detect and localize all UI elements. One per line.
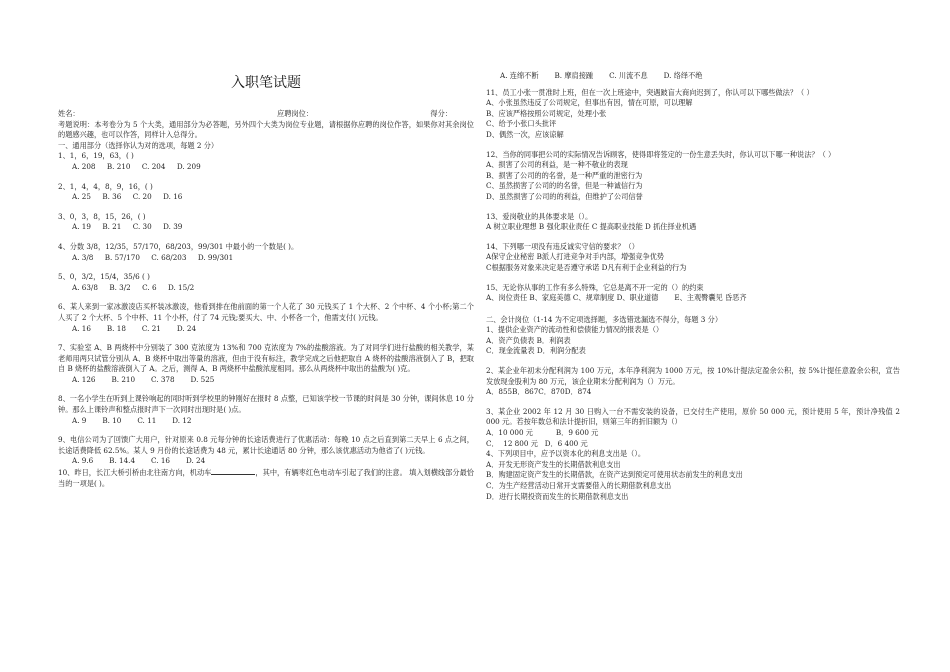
accounting-question-2-options: A．855B．867C．870D．874 [486,387,592,397]
question-2: 2、1，4，4，8，9，16，( ) [58,181,153,191]
score-label: 得分： [430,109,452,118]
position-label: 应聘岗位： [277,109,313,118]
question-10 [58,467,474,489]
question-15-options: A、岗位责任 B、家庭美德 C、规章制度 D、职业道德 E、主观臀囊见 昏恶齐 [486,293,747,303]
candidate-info-bar [58,109,474,120]
question-1: 1、1，6，19，63，( ) [58,151,134,161]
question-12-option-a: A、损害了公司的利益，是一种不敬业的表现 [486,160,628,170]
accounting-question-3-options-ab: A．10 000 元 B．9 600 元 [486,428,599,438]
question-10-part-a: 10、昨日，长江大桥引桥由北往南方向，机动车 [58,468,212,478]
question-8: 8、一名小学生在听到上课铃响起的同时听到学校里的钟刚好在报时 8 点整，已知该学校一节课的时间是 30 分钟，课间休息 10 分钟。那么上课铃声和整点报时声下一次同时出现时是( )点。 [58,394,474,415]
question-12-option-b: B、损害了公司的的名誉，是一种严重的泄密行为 [486,170,643,180]
question-14-options-cd: C根据服务对象来决定是否遵守承诺 D凡有利于企业利益的行为 [486,262,687,272]
question-5: 5、0，3/2，15/4，35/6 ( ) [58,272,150,282]
accounting-question-4-option-b: B．购建固定资产发生的长期借款，在资产达到预定可使用状态前发生的利息支出 [486,470,743,480]
question-6: 6、某人来到一家冰激凌店买杯装冰激凌，他看到排在他前面的第一个人花了 30 元钱买了 1 个大杯、2 个中杯、4 个小杯;第二个人买了 2 个大杯、5 个中杯、11 个小杯，付了 74 元钱;要买大、中、小杯各一个，他需支付( )元钱。 [58,302,474,322]
question-13-options: A 树立职业理想 B 强化职业责任 C 提高职业技能 D 抓住择业机遇 [486,222,697,232]
question-11-option-b: B、应该严格按照公司规定，处理小张 [486,108,607,118]
page-title: 入职笔试题 [231,75,301,91]
accounting-question-3: 3、某企业 2002 年 12 月 30 日购入一台不需安装的设备，已交付生产使用，原价 50 000 元，预计使用 5 年，预计净残值 2 000 元。若按年数总和法计提折旧，则第三年的折旧额为（） [486,406,900,427]
accounting-question-3-options-cd: C． 12 800 元 D．6 400 元 [486,438,588,448]
accounting-question-4: 4、下列项目中，应予以资本化的利息支出是（）。 [486,449,646,459]
question-13: 13、爱岗敬业的具体要求是（）。 [486,211,593,221]
question-8-options: A. 9 B. 10 C. 11 D. 12 [72,415,192,425]
question-9-options: A. 9.6 B. 14.4 C. 16 D. 24 [72,456,206,466]
section-general-heading: 一、通用部分（选择你认为对的选项，每题 2 分） [58,140,219,150]
question-10-part-b: ，其中，有辆枣红色电动车引起了我们的注意。 填入划横线部分最恰当的一项是( )。 [58,468,474,488]
question-11: 11、员工小张一贯准时上班，但在一次上班途中，突遇跛盲大商向迟到了，你认可以下哪些做法？（ ） [486,87,814,97]
accounting-question-4-option-a: A．开发无形资产发生的长期借款利息支出 [486,459,621,469]
question-4: 4、分数 3/8，12/35，57/170，68/203，99/301 中最小的一个数是( )。 [58,241,299,251]
accounting-question-1-options-ab: A．资产负债表 B．利润表 [486,335,571,345]
question-11-option-c: C、给予小张口头批评 [486,119,557,129]
question-6-options: A. 16 B. 18 C. 21 D. 24 [72,323,197,333]
question-7: 7、实验室 A、B 两烧杯中分别装了 300 克浓度为 13%和 700 克浓度为 7%的盐酸溶液。为了对同学们进行盐酸的相关教学，某老师用两只试管分别从 A、B 烧杯中取出等量的溶液，但由于没有标注，教学完成之后他把取自 A 烧杯的盐酸溶液倒入了 B，把取自 B 烧杯的盐酸溶液倒入了 A。之后，测得 A、B 两烧杯中盐酸浓度相同。那么从两烧杯中取出的盐酸为( )克。 [58,343,474,374]
question-11-option-a: A、小张虽然违反了公司规定，但事出有因，情在可原，可以理解 [486,98,693,108]
question-3-options: A. 19 B. 21 C. 30 D. 39 [72,222,183,232]
question-11-option-d: D、偶然一次，应该谅解 [486,129,564,139]
accounting-question-2: 2、某企业年初未分配利润为 100 万元，本年净利润为 1000 万元，按 10%计提法定盈余公积，按 5%计提任意盈余公积，宣告发放现金股利为 80 万元，该企业期末分配利润为（）万元。 [486,366,900,386]
question-15: 15、无论你从事的工作有多么特殊，它总是离不开一定的（）的约束 [486,282,704,292]
question-12: 12、当你的同事把公司的实际情况告诉顾客，使得即将签定的一份生意丢失时，你认可以下哪一种说法？（ ） [486,149,836,159]
question-3: 3、0，3，8，15，26，( ) [58,211,146,221]
question-14: 14、下列哪一项没有违反诚实守信的要求？（） [486,241,639,251]
name-label: 姓名： [58,109,80,118]
question-10-options: A. 连绵不断 B. 摩肩接踵 C. 川流不息 D. 络绎不绝 [500,71,703,80]
right-column [486,71,900,502]
question-5-options: A. 63/8 B. 3/2 C. 6 D. 15/2 [72,282,195,292]
question-9: 9、电信公司为了回馈广大用户，针对原来 0.8 元每分钟的长途话费进行了优惠活动：每晚 10 点之后直到第二天早上 6 点之间，长途话费降低 62.5%。某人 9 月份的长途话费为 48 元，累计长途通话 80 分钟，那么该优惠活动为他省了( )元钱。 [58,435,474,455]
question-12-option-d: D、虽然损害了公司的的利益，但维护了公司信誉 [486,191,643,201]
question-1-options: A. 208 B. 210 C. 204 D. 209 [72,161,201,171]
question-12-option-c: C、虽然损害了公司的的名誉，但是一种诚信行为 [486,181,643,191]
instructions: 考题说明：本考卷分为 5 个大类，通用部分为必答题，另外四个大类为岗位专业题，请根据你应聘的岗位作答，如果你对其余岗位的题感兴趣，也可以作答，同样计入总得分。 [58,119,474,140]
answer-blank [211,467,255,475]
accounting-question-1-options-cd: C．现金流量表 D．利润分配表 [486,346,586,356]
left-column [58,74,474,489]
accounting-question-4-option-d: D．进行长期投资而发生的长期借款利息支出 [486,491,629,501]
accounting-question-1: 1、提供企业资产的流动性和偿债能力情况的报表是（） [486,325,664,335]
question-2-options: A. 25 B. 36 C. 20 D. 16 [72,192,183,202]
section-accounting-heading: 二、会计岗位（1-14 为不定项选择题，多选错选漏选不得分，每题 3 分） [486,314,723,324]
question-7-options: A. 126 B. 210 C. 378 D. 525 [72,374,215,384]
accounting-question-4-option-c: C．为生产经营活动日常开支需要借入的长期借款利息支出 [486,481,672,490]
question-4-options: A. 3/8 B. 57/170 C. 68/203 D. 99/301 [72,252,234,262]
question-14-options-ab: A保守企业秘密 B派人打进竞争对手内部，增强竞争优势 [486,252,665,262]
